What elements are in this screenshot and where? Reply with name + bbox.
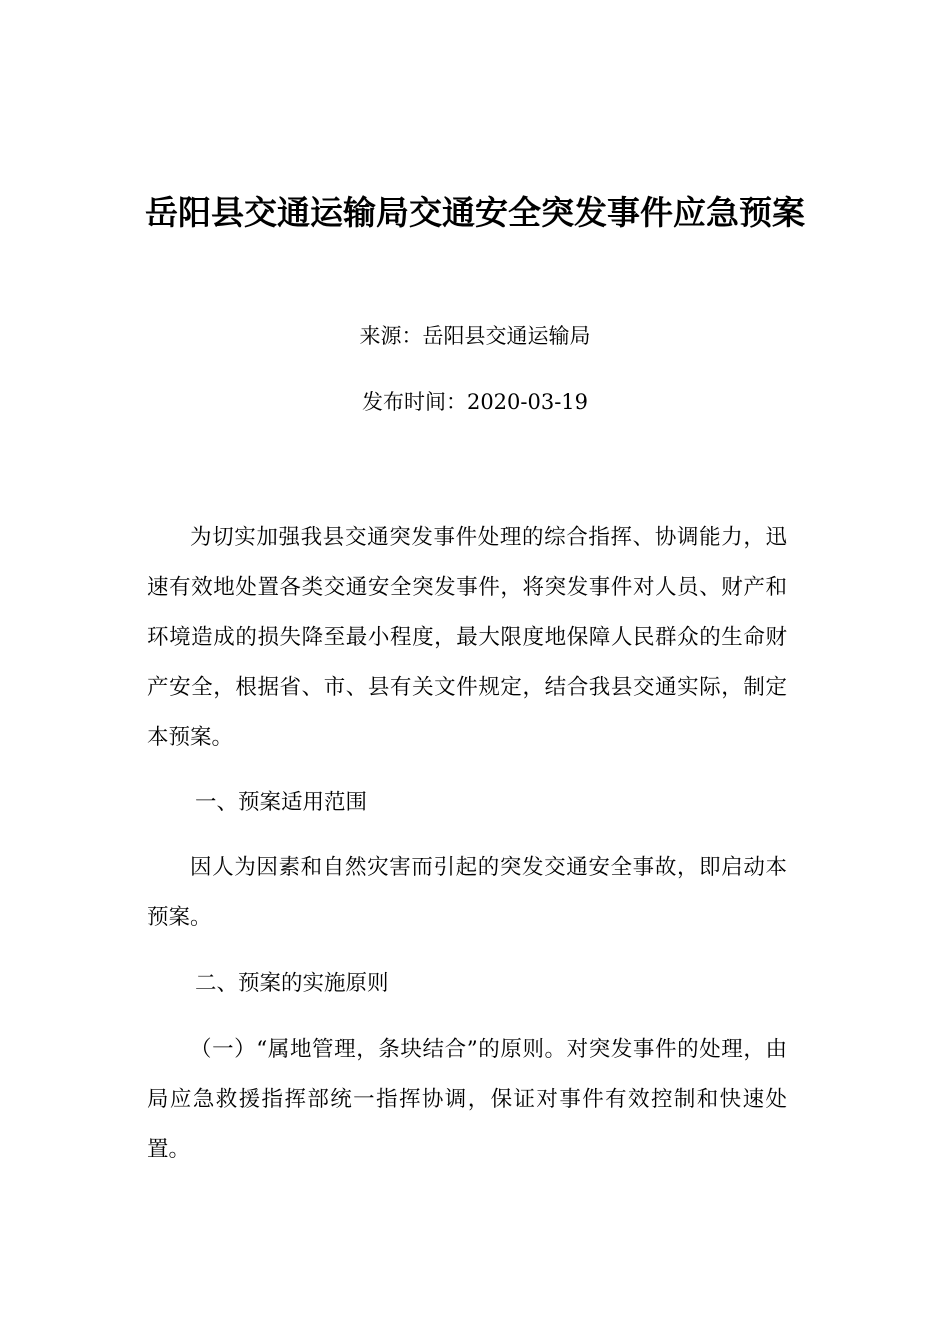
section-heading-principles: 二、预案的实施原则 — [195, 971, 389, 996]
intro-paragraph: 为切实加强我县交通突发事件处理的综合指挥、协调能力，迅速有效地处置各类交通安全突发事件，将突发事件对人员、财产和环境造成的损失降至最小程度，最大限度地保障人民群众的生命财产安全，根据省、市、县有关文件规定，结合我县交通实际，制定本预案。 — [147, 525, 787, 750]
scope-paragraph: 因人为因素和自然灾害而引起的突发交通安全事故，即启动本预案。 — [147, 855, 787, 930]
section-heading-scope: 一、预案适用范围 — [195, 790, 368, 815]
principle-paragraph: （一）“属地管理，条块结合”的原则。对突发事件的处理，由局应急救援指挥部统一指挥协调，保证对事件有效控制和快速处置。 — [147, 1037, 787, 1162]
source-line: 来源：岳阳县交通运输局 — [359, 324, 591, 348]
document-title: 岳阳县交通运输局交通安全突发事件应急预案 — [145, 193, 805, 232]
publish-date-line: 发布时间：2020-03-19 — [361, 390, 589, 414]
